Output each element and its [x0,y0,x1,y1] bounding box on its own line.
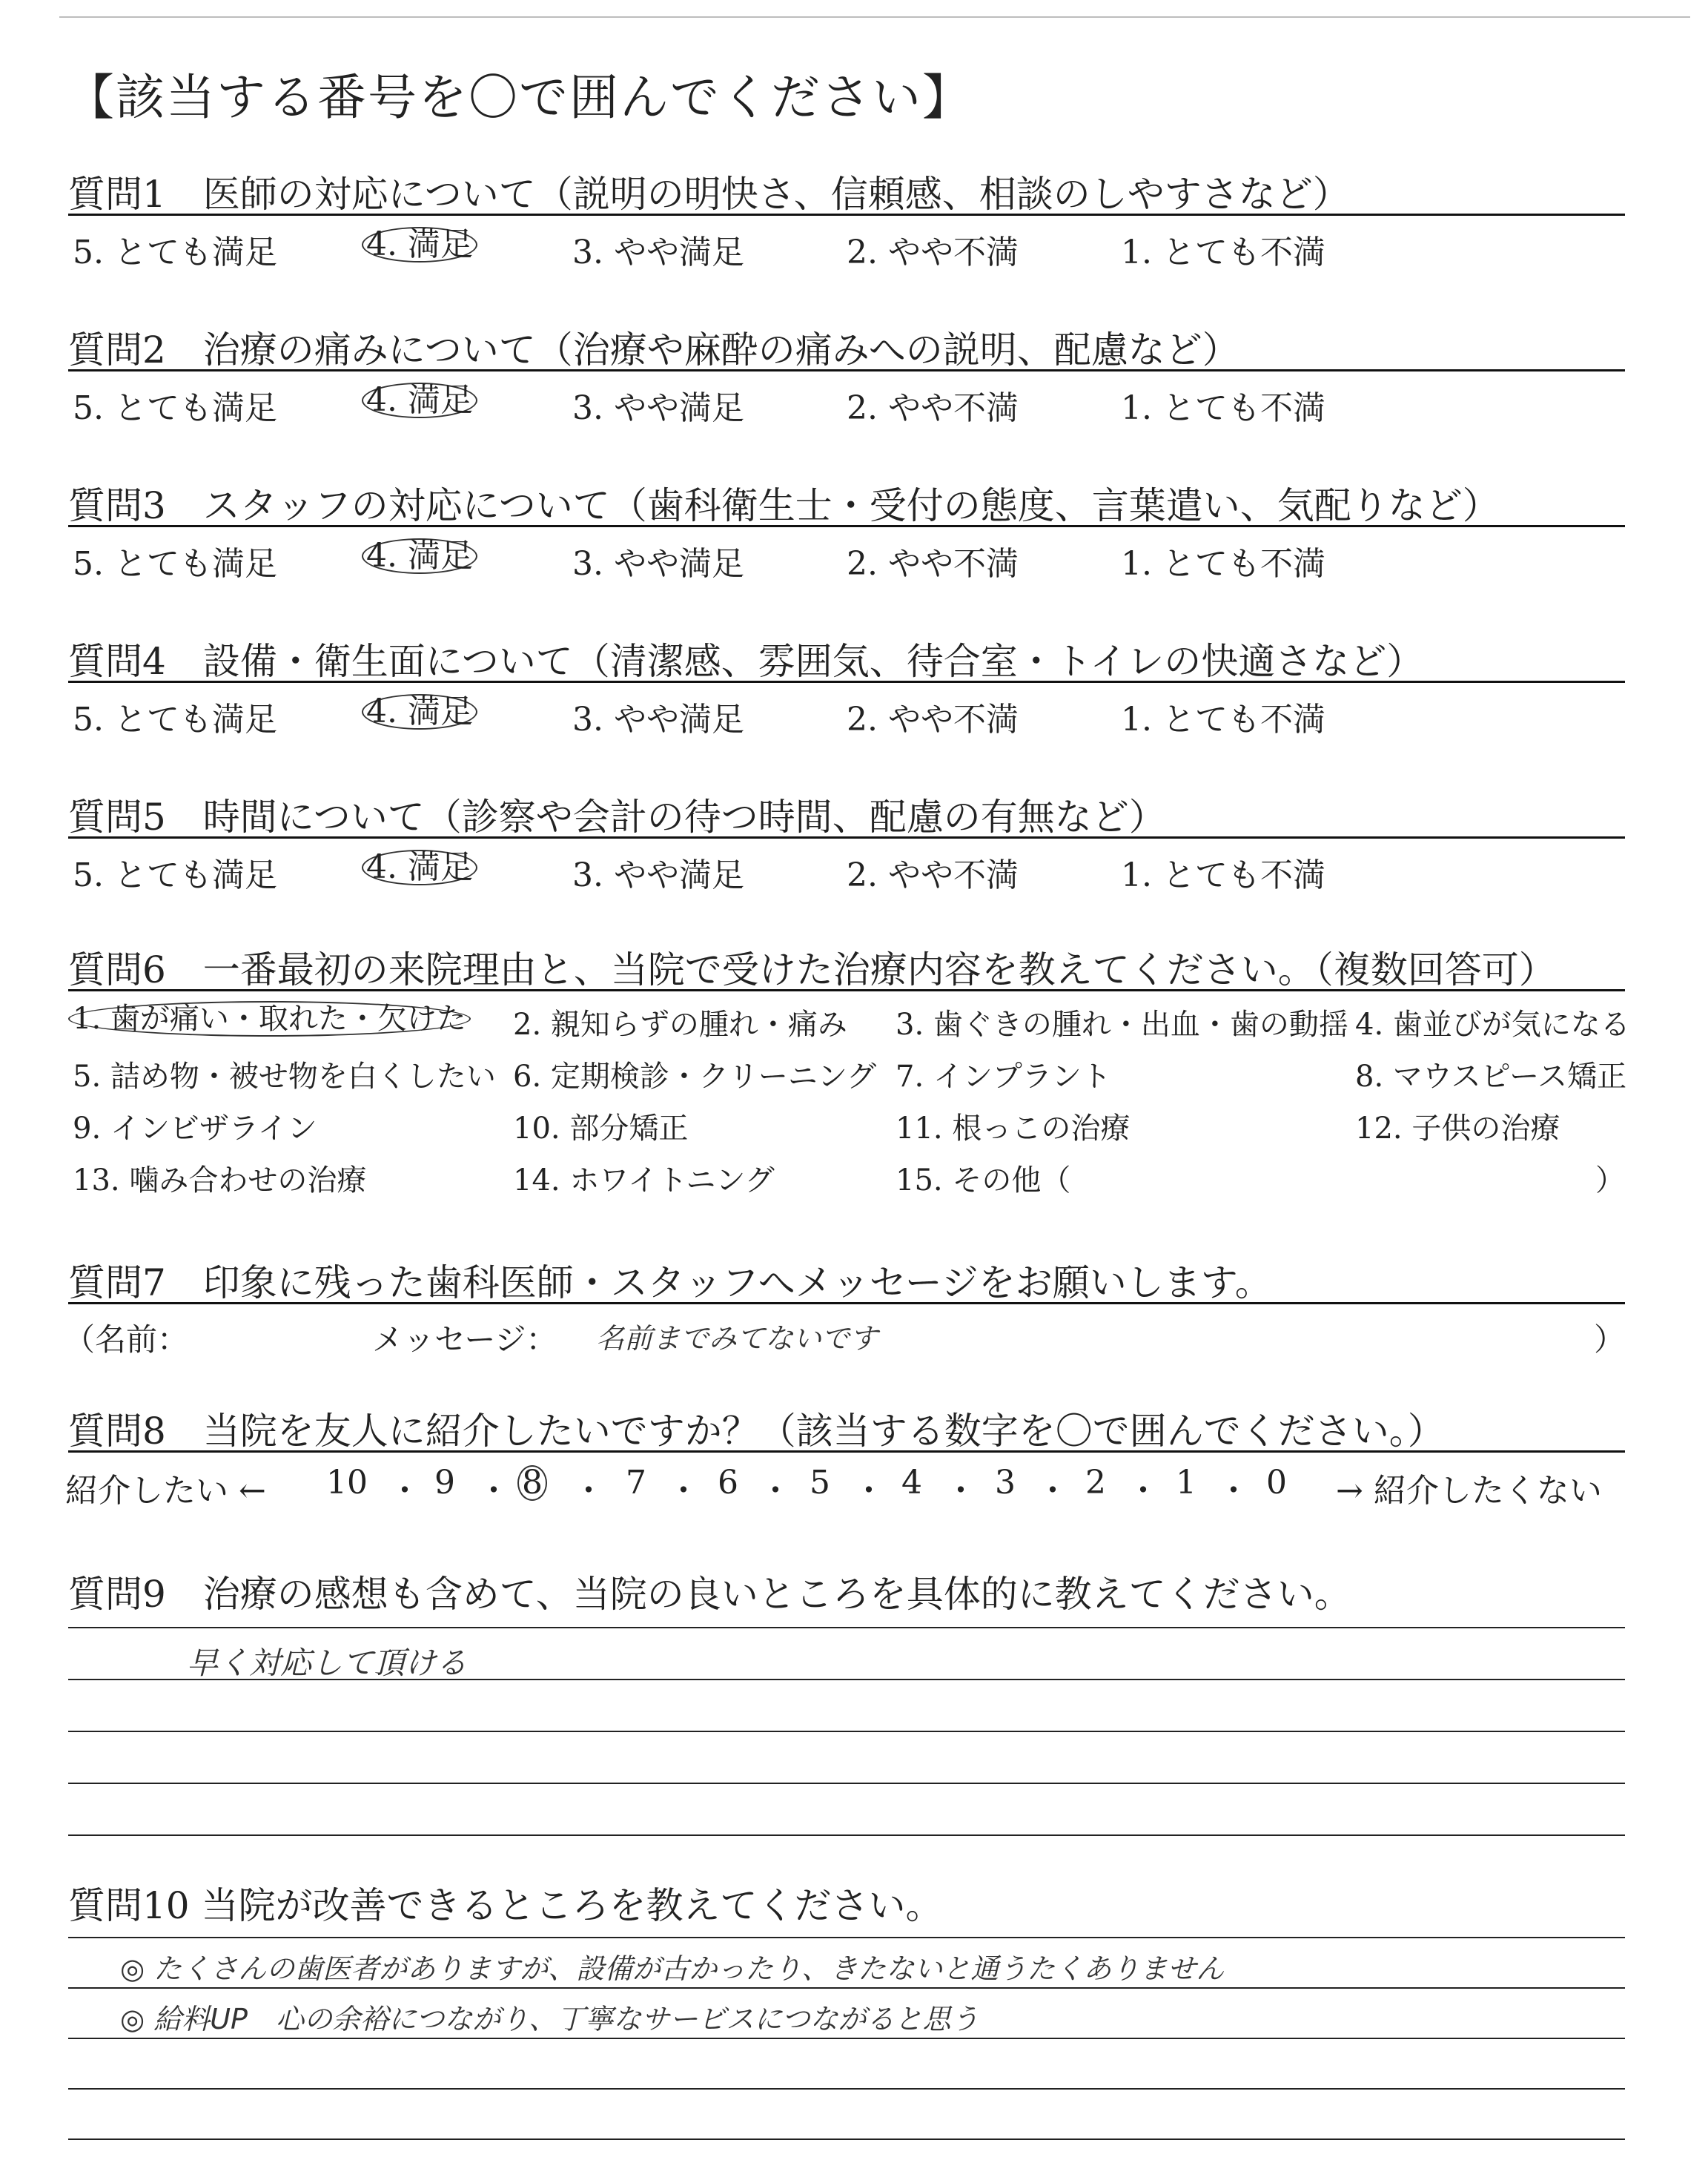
treatment-option[interactable]: 15. その他（ [896,1163,1071,1198]
message-row [64,1315,1625,1360]
answer-rule [68,1987,1625,1989]
treatment-option[interactable]: 8. マウスピース矯正 [1355,1060,1627,1094]
option-5[interactable]: 5. とても満足 [73,545,277,583]
question-label: 質問5 時間について（診察や会計の待つ時間、配慮の有無など） [68,796,1166,839]
question-label: 質問2 治療の痛みについて（治療や麻酔の痛みへの説明、配慮など） [68,328,1239,371]
answer-rule [68,2138,1625,2140]
scale-6[interactable]: 6 [718,1464,738,1502]
question-label: 質問9 治療の感想も含めて、当院の良いところを具体的に教えてください。 [68,1573,1351,1616]
question-rule [68,214,1625,216]
question-label: 質問10 当院が改善できるところを教えてください。 [68,1884,943,1927]
answer-rule [68,2038,1625,2039]
treatment-option[interactable]: 14. ホワイトニング [513,1163,775,1198]
option-2[interactable]: 2. やや不満 [847,701,1019,739]
option-3[interactable]: 3. やや満足 [572,545,744,583]
treatment-option[interactable]: 7. インプラント [896,1060,1111,1094]
message-handwritten[interactable]: 名前までみてないです [596,1322,878,1355]
option-2[interactable]: 2. やや不満 [847,856,1019,894]
recommend-scale [65,1464,1625,1510]
option-4-selected[interactable] [362,693,480,730]
rating-options [68,381,1625,426]
treatment-option[interactable]: 12. 子供の治療 [1355,1112,1560,1146]
scale-1[interactable]: 1 [1176,1464,1196,1502]
treatment-option[interactable]: 11. 根っこの治療 [896,1112,1131,1146]
option-5[interactable]: 5. とても満足 [73,389,277,427]
scale-dot: ・ [944,1472,977,1510]
scale-dot: ・ [853,1472,885,1510]
scale-dot: ・ [388,1472,421,1510]
scale-dot: ・ [1217,1472,1250,1510]
answer-rule [68,1783,1625,1784]
option-5[interactable]: 5. とても満足 [73,856,277,894]
treatment-option[interactable]: 2. 親知らずの腫れ・痛み [513,1008,847,1042]
question-label: 質問1 医師の対応について（説明の明快さ、信頼感、相談のしやすさなど） [68,173,1350,216]
selection-circle: 4. 満足 [362,850,477,885]
selection-circle: 1. 歯が痛い・取れた・欠けた [68,1001,471,1037]
option-4-selected[interactable] [362,848,480,886]
treatment-option[interactable]: 4. 歯並びが気になる [1355,1008,1630,1042]
question-label: 質問3 スタッフの対応について（歯科衛生士・受付の態度、言葉遣い、気配りなど） [68,484,1500,527]
scale-dot: ・ [667,1472,700,1510]
page-title: 【該当する番号を〇で囲んでください】 [65,69,973,126]
scale-right-label: → 紹介したくない [1336,1472,1602,1510]
question-rule [68,525,1625,527]
question-label: 質問4 設備・衛生面について（清潔感、雰囲気、待合室・トイレの快適さなど） [68,640,1424,683]
question-label: 質問8 当院を友人に紹介したいですか？（該当する数字を〇で囲んでください。） [68,1410,1445,1453]
treatment-option[interactable]: 10. 部分矯正 [513,1112,689,1146]
question-rule [68,836,1625,839]
option-4-selected[interactable] [362,537,480,575]
question-rule [68,369,1625,371]
selection-circle: 4. 満足 [362,694,477,730]
selection-circle: 4. 満足 [362,383,477,418]
option-2[interactable]: 2. やや不満 [847,234,1019,271]
close-paren: ） [1593,1321,1625,1358]
option-3[interactable]: 3. やや満足 [572,856,744,894]
scale-dot: ・ [1036,1472,1069,1510]
treatment-option[interactable]: 13. 噛み合わせの治療 [73,1163,367,1198]
option-1[interactable]: 1. とても不満 [1121,389,1325,427]
answer-rule [68,1679,1625,1680]
rating-options [68,537,1625,581]
option-1[interactable]: 1. とても不満 [1121,545,1325,583]
scale-7[interactable]: 7 [626,1464,646,1502]
option-3[interactable]: 3. やや満足 [572,701,744,739]
other-close-paren: ） [1595,1163,1625,1198]
scale-3[interactable]: 3 [995,1464,1016,1502]
scale-10[interactable]: 10 [326,1464,368,1502]
option-2[interactable]: 2. やや不満 [847,389,1019,427]
rating-options [68,225,1625,270]
option-4-selected[interactable] [362,381,480,419]
treatment-option-1-selected[interactable] [68,1001,474,1037]
rating-options [68,693,1625,737]
scale-dot: ・ [572,1472,605,1510]
answer-line-1[interactable]: ◎ たくさんの歯医者がありますが、設備が古かったり、きたないと通うたくありません [120,1952,1225,1985]
rating-options [68,848,1625,893]
selection-circle: 4. 満足 [362,227,477,262]
scale-dot: ・ [477,1472,510,1510]
selection-circle: 4. 満足 [362,538,477,574]
scale-dot: ・ [759,1472,792,1510]
message-label: メッセージ： [372,1321,557,1358]
answer-line-2[interactable]: ◎ 給料UP 心の余裕につながり、丁寧なサービスにつながると思う [120,2003,979,2035]
option-1[interactable]: 1. とても不満 [1121,856,1325,894]
scale-0[interactable]: 0 [1266,1464,1287,1502]
scale-5[interactable]: 5 [810,1464,830,1502]
name-label: （名前： [64,1321,189,1358]
answer-line-1[interactable]: 早く対応して頂ける [187,1645,468,1681]
top-divider [59,16,1690,18]
answer-rule [68,1834,1625,1836]
scale-9[interactable]: 9 [434,1464,455,1502]
option-1[interactable]: 1. とても不満 [1121,234,1325,271]
option-5[interactable]: 5. とても満足 [73,234,277,271]
question-rule [68,1302,1625,1304]
scale-dot: ・ [1127,1472,1159,1510]
option-1[interactable]: 1. とても不満 [1121,701,1325,739]
treatment-option[interactable]: 6. 定期検診・クリーニング [513,1060,877,1094]
treatment-option[interactable]: 9. インビザライン [73,1112,317,1146]
answer-rule [68,1627,1625,1628]
option-4-selected[interactable] [362,225,480,263]
treatment-option[interactable]: 5. 詰め物・被せ物を白くしたい [73,1060,496,1094]
treatment-option[interactable]: 3. 歯ぐきの腫れ・出血・歯の動揺 [896,1008,1348,1042]
question-label: 質問6 一番最初の来院理由と、当院で受けた治療内容を教えてください。（複数回答可） [68,948,1556,991]
question-rule [68,1450,1625,1453]
scale-4[interactable]: 4 [901,1464,922,1502]
scale-8-selected[interactable] [517,1464,550,1502]
selection-circle: 8 [517,1465,547,1501]
question-rule [68,681,1625,683]
option-3[interactable]: 3. やや満足 [572,389,744,427]
option-3[interactable]: 3. やや満足 [572,234,744,271]
question-label: 質問7 印象に残った歯科医師・スタッフへメッセージをお願いします。 [68,1261,1272,1304]
option-2[interactable]: 2. やや不満 [847,545,1019,583]
question-rule [68,989,1625,991]
scale-2[interactable]: 2 [1085,1464,1106,1502]
answer-rule [68,2088,1625,2090]
option-5[interactable]: 5. とても満足 [73,701,277,739]
scale-left-label: 紹介したい ← [65,1472,266,1510]
answer-rule [68,1937,1625,1938]
answer-rule [68,1731,1625,1732]
